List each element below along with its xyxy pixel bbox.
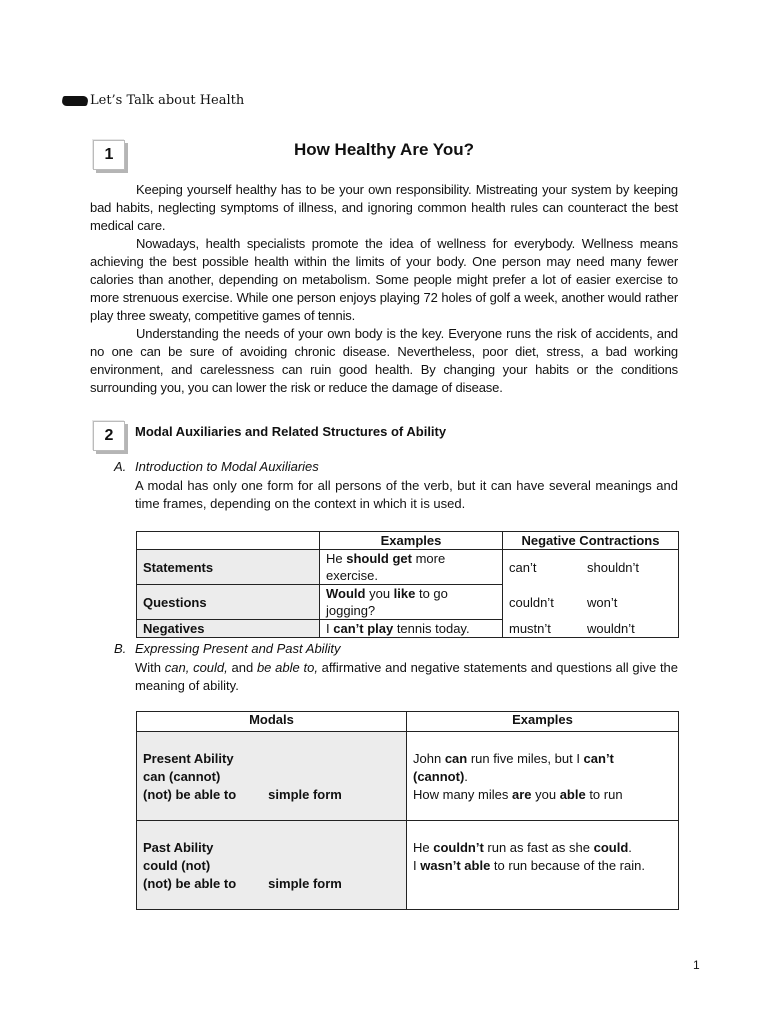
intro-text bbox=[90, 181, 678, 397]
modal-cell: Present Ability can (cannot) (not) be able to simple form bbox=[137, 732, 407, 821]
example-cell: John can run five miles, but I can’t (cannot). How many miles are you able to run bbox=[407, 732, 679, 821]
column-header: Examples bbox=[320, 532, 503, 550]
row-label: Questions bbox=[137, 585, 320, 620]
page-title: How Healthy Are You? bbox=[293, 140, 475, 159]
section-number: 2 bbox=[104, 427, 114, 444]
row-label: Negatives bbox=[137, 620, 320, 638]
example-cell: He should get more exercise. bbox=[320, 550, 503, 585]
section-number: 1 bbox=[104, 146, 114, 163]
table-row bbox=[137, 550, 679, 585]
subsection-letter: A. bbox=[114, 459, 127, 474]
subsection-letter: B. bbox=[114, 641, 127, 656]
row-label: Statements bbox=[137, 550, 320, 585]
section-number-box bbox=[93, 421, 125, 451]
header-text: Let’s Talk about Health bbox=[90, 93, 245, 108]
paragraph: Nowadays, health specialists promote the idea of wellness for everybody. Wellness means achieving the best possible health within the limits of your body. One person may need many fewer calories than another, depending on metabolism. Some people might prefer a lot of easier exercise to more strenuous exercise. While one person enjoys playing 72 holes of golf a week, another would rather play three sweaty, competitive games of tennis. bbox=[90, 236, 678, 323]
page-number: 1 bbox=[693, 958, 700, 972]
negative-cell: mustn’t wouldn’t bbox=[503, 620, 679, 638]
column-header bbox=[137, 532, 320, 550]
table-header-row bbox=[137, 712, 679, 732]
section-title: Modal Auxiliaries and Related Structures of Ability bbox=[135, 424, 447, 439]
modal-cell: Past Ability could (not) (not) be able to simple form bbox=[137, 821, 407, 910]
example-cell: Would you like to go jogging? bbox=[320, 585, 503, 620]
table-row bbox=[137, 620, 679, 638]
paragraph: Understanding the needs of your own body is the key. Everyone runs the risk of accidents, and no one can be sure of avoiding chronic disease. Nevertheless, poor diet, stress, a bad working environment, and carelessness can ruin good health. By changing your habits or the conditions surrounding you, you can lower the risk or reduce the damage of disease. bbox=[90, 326, 678, 395]
ability-table bbox=[136, 711, 679, 910]
negative-cell: couldn’t won’t bbox=[503, 585, 679, 620]
table-row bbox=[137, 585, 679, 620]
modal-examples-table bbox=[136, 531, 679, 638]
table-row bbox=[137, 732, 679, 821]
flag-icon bbox=[61, 96, 89, 106]
subsection-title: Introduction to Modal Auxiliaries bbox=[135, 459, 319, 474]
column-header: Examples bbox=[407, 712, 679, 732]
column-header: Modals bbox=[137, 712, 407, 732]
table-row bbox=[137, 821, 679, 910]
column-header: Negative Contractions bbox=[503, 532, 679, 550]
subsection-title: Expressing Present and Past Ability bbox=[135, 641, 341, 656]
subsection-text: A modal has only one form for all persons of the verb, but it can have several meanings and time frames, depending on the context in which it is used. bbox=[135, 478, 678, 511]
example-cell: I can’t play tennis today. bbox=[320, 620, 503, 638]
paragraph: Keeping yourself healthy has to be your own responsibility. Mistreating your system by keeping bad habits, neglecting symptoms of illness, and ignoring common health rules can counteract the best medical care. bbox=[90, 182, 678, 233]
subsection-text: With can, could, and be able to, affirmative and negative statements and questions all give the meaning of ability. bbox=[135, 660, 679, 693]
running-header bbox=[62, 93, 244, 108]
example-cell: He couldn’t run as fast as she could. I wasn’t able to run because of the rain. bbox=[407, 821, 679, 910]
negative-cell: can’t shouldn’t bbox=[503, 550, 679, 585]
table-header-row bbox=[137, 532, 679, 550]
